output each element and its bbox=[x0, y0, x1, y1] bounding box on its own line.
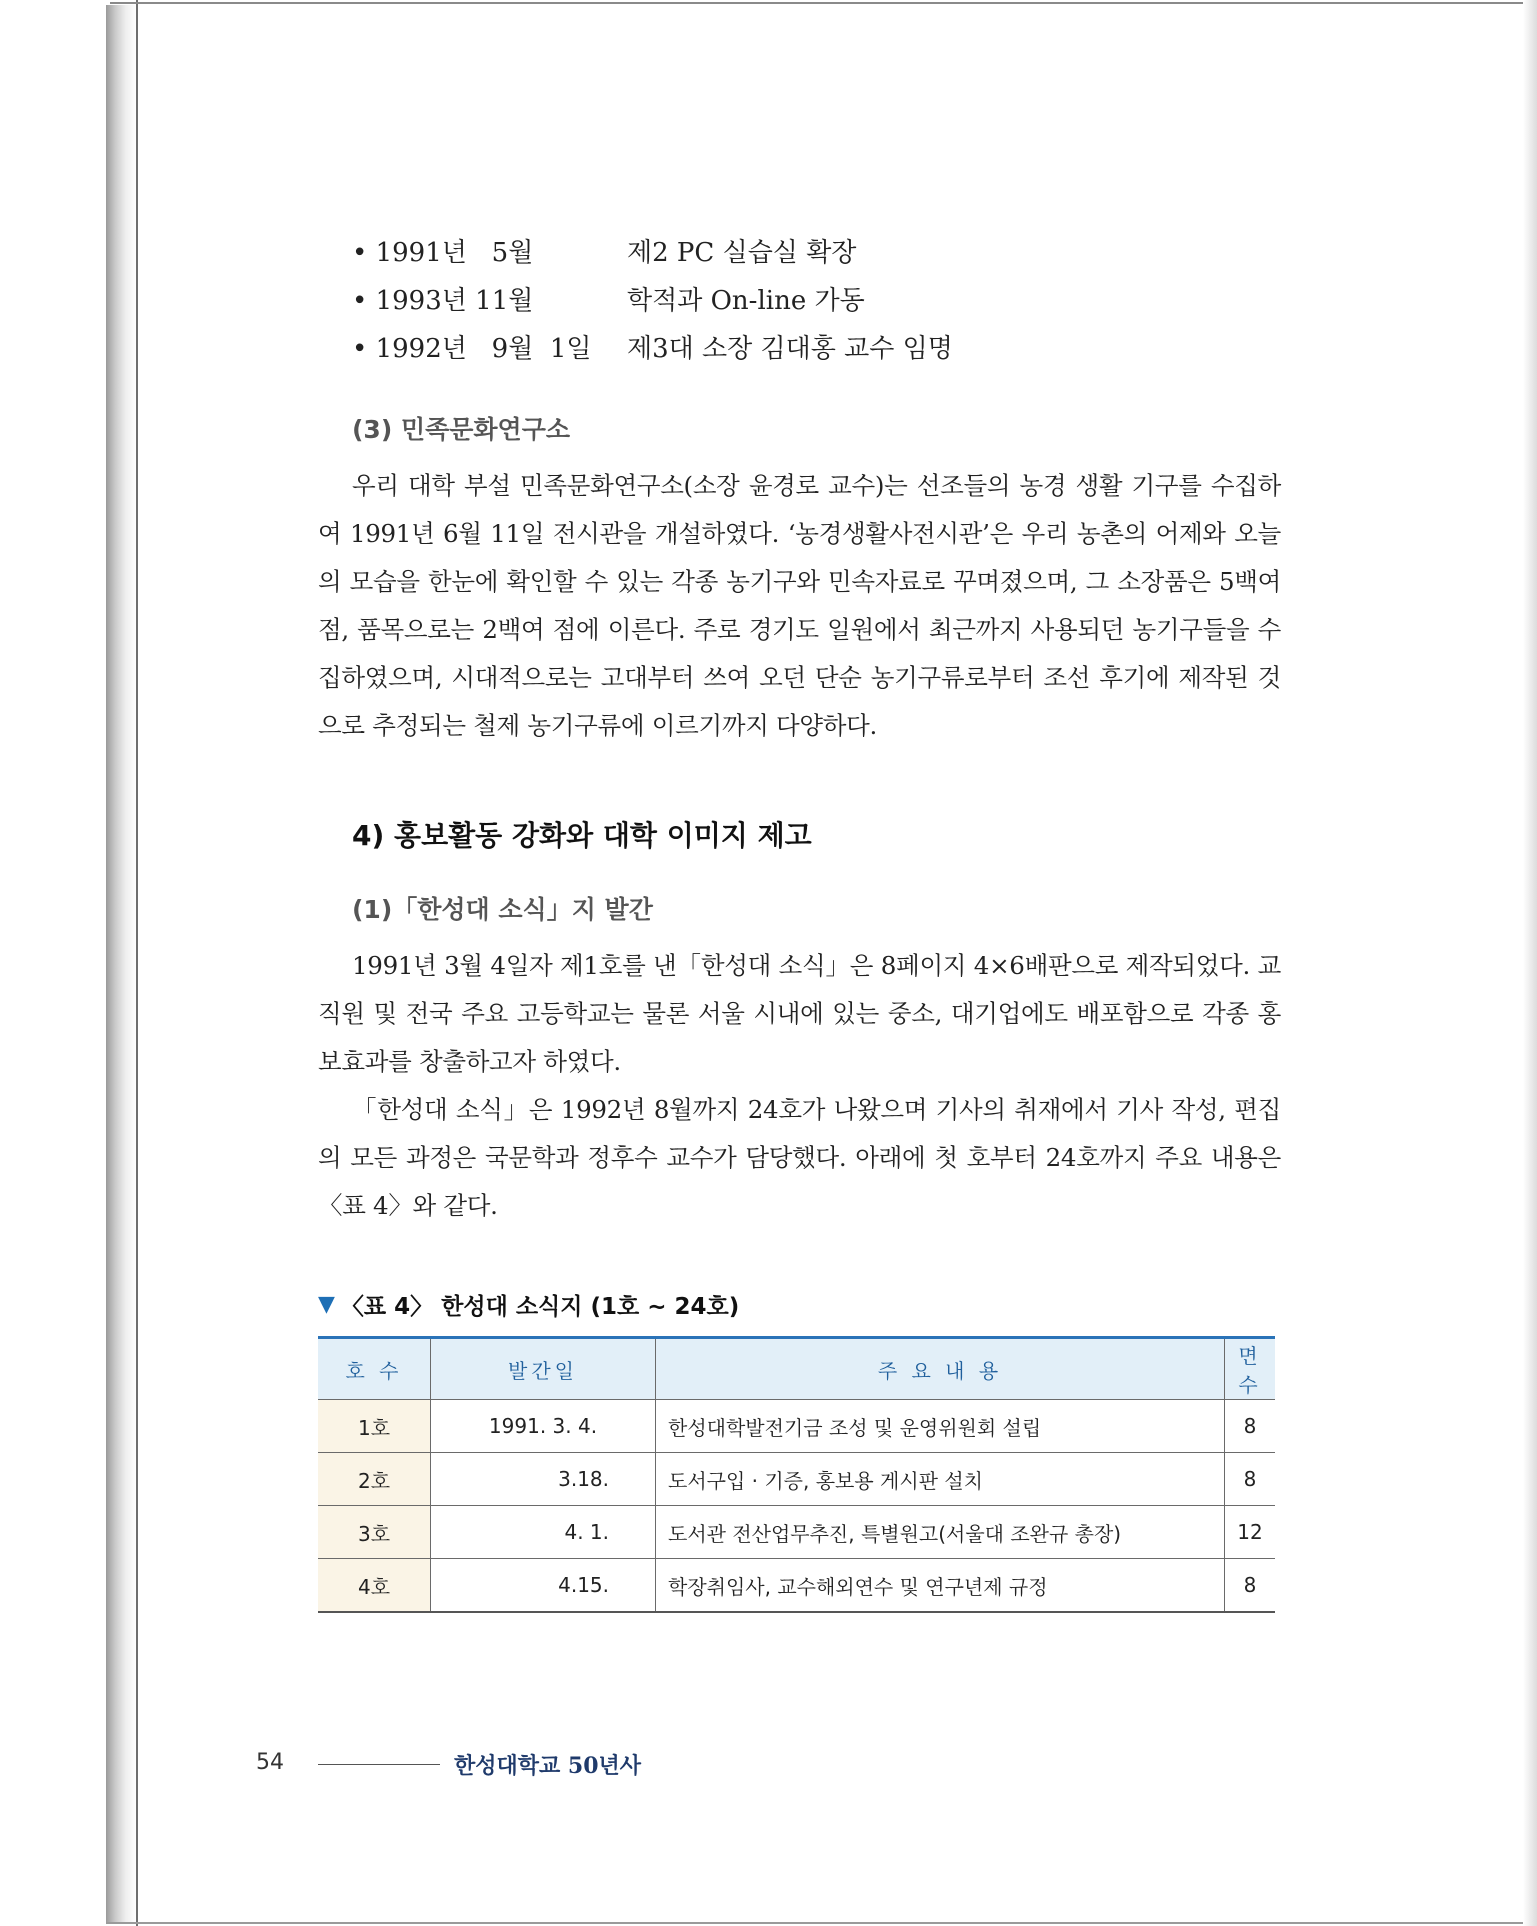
cell-pages: 12 bbox=[1225, 1506, 1276, 1559]
section-3-heading: (3) 민족문화연구소 bbox=[352, 415, 571, 444]
column-header-issue: 호 수 bbox=[318, 1338, 431, 1400]
cell-issue: 1호 bbox=[318, 1400, 431, 1453]
table-caption bbox=[318, 1288, 739, 1321]
page-number: 54 bbox=[256, 1750, 284, 1775]
footer-divider bbox=[318, 1764, 440, 1765]
paragraph-text: 1991년 3월 4일자 제1호를 낸「한성대 소식」은 8페이지 4×6배판으로 제작되었다. 교직원 및 전국 주요 고등학교는 물론 서울 시내에 있는 중소, 대기업에도 배포함으로 각종 홍보효과를 창출하고자 하였다. bbox=[318, 951, 1281, 1076]
paragraph-text: 「한성대 소식」은 1992년 8월까지 24호가 나왔으며 기사의 취재에서 기사 작성, 편집의 모든 과정은 국문학과 정후수 교수가 담당했다. 아래에 첫 호부터 24호까지 주요 내용은 〈표 4〉와 같다. bbox=[318, 1095, 1281, 1220]
table-row bbox=[318, 1506, 1275, 1559]
timeline-item bbox=[352, 232, 1072, 280]
cell-date: 4.15. bbox=[431, 1559, 656, 1613]
timeline-item bbox=[352, 328, 1072, 376]
cell-date: 1991. 3. 4. bbox=[431, 1400, 656, 1453]
column-header-content: 주 요 내 용 bbox=[656, 1338, 1225, 1400]
cell-content: 도서구입 · 기증, 홍보용 게시판 설치 bbox=[656, 1453, 1225, 1506]
table-caption-text: 〈표 4〉 한성대 소식지 (1호 ~ 24호) bbox=[340, 1294, 740, 1320]
section-4-heading: 4) 홍보활동 강화와 대학 이미지 제고 bbox=[352, 819, 812, 852]
section-4-1-heading: (1)「한성대 소식」지 발간 bbox=[352, 895, 653, 924]
timeline-event: 제2 PC 실습실 확장 bbox=[627, 238, 857, 268]
section-3-paragraph bbox=[318, 462, 1281, 750]
section-4-paragraphs bbox=[318, 942, 1281, 1230]
cell-issue: 4호 bbox=[318, 1559, 431, 1613]
timeline-item bbox=[352, 280, 1072, 328]
newsletter-table bbox=[318, 1336, 1275, 1613]
column-header-pages: 면 수 bbox=[1225, 1338, 1276, 1400]
table-header-row bbox=[318, 1338, 1275, 1400]
timeline-date: • 1993년 11월 bbox=[352, 286, 534, 316]
cell-issue: 3호 bbox=[318, 1506, 431, 1559]
cell-content: 학장취임사, 교수해외연수 및 연구년제 규정 bbox=[656, 1559, 1225, 1613]
cell-pages: 8 bbox=[1225, 1453, 1276, 1506]
cell-pages: 8 bbox=[1225, 1400, 1276, 1453]
cell-pages: 8 bbox=[1225, 1559, 1276, 1613]
timeline-list bbox=[352, 232, 1072, 376]
cell-content: 한성대학발전기금 조성 및 운영위원회 설립 bbox=[656, 1400, 1225, 1453]
paragraph-text: 우리 대학 부설 민족문화연구소(소장 윤경로 교수)는 선조들의 농경 생활 기구를 수집하여 1991년 6월 11일 전시관을 개설하였다. ‘농경생활사전시관’은 우리 농촌의 어제와 오늘의 모습을 한눈에 확인할 수 있는 각종 농기구와 민속자료로 꾸며졌으며, 그 소장품은 5백여 점, 품목으로는 2백여 점에 이른다. 주로 경기도 일원에서 최근까지 사용되던 농기구들을 수집하였으며, 시대적으로는 고대부터 쓰여 오던 단순 농기구류로부터 조선 후기에 제작된 것으로 추정되는 철제 농기구류에 이르기까지 다양하다. bbox=[318, 471, 1281, 740]
timeline-event: 제3대 소장 김대홍 교수 임명 bbox=[627, 334, 953, 364]
cell-date: 4. 1. bbox=[431, 1506, 656, 1559]
column-header-date: 발간일 bbox=[431, 1338, 656, 1400]
table-row bbox=[318, 1400, 1275, 1453]
triangle-down-icon: ▼ bbox=[318, 1292, 335, 1317]
footer-book-title: 한성대학교 50년사 bbox=[454, 1753, 642, 1779]
cell-content: 도서관 전산업무추진, 특별원고(서울대 조완규 총장) bbox=[656, 1506, 1225, 1559]
timeline-date: • 1992년 9월 1일 bbox=[352, 334, 592, 364]
timeline-event: 학적과 On-line 가동 bbox=[627, 286, 865, 316]
cell-date: 3.18. bbox=[431, 1453, 656, 1506]
cell-issue: 2호 bbox=[318, 1453, 431, 1506]
table-row bbox=[318, 1453, 1275, 1506]
timeline-date: • 1991년 5월 bbox=[352, 238, 534, 268]
table-row bbox=[318, 1559, 1275, 1613]
